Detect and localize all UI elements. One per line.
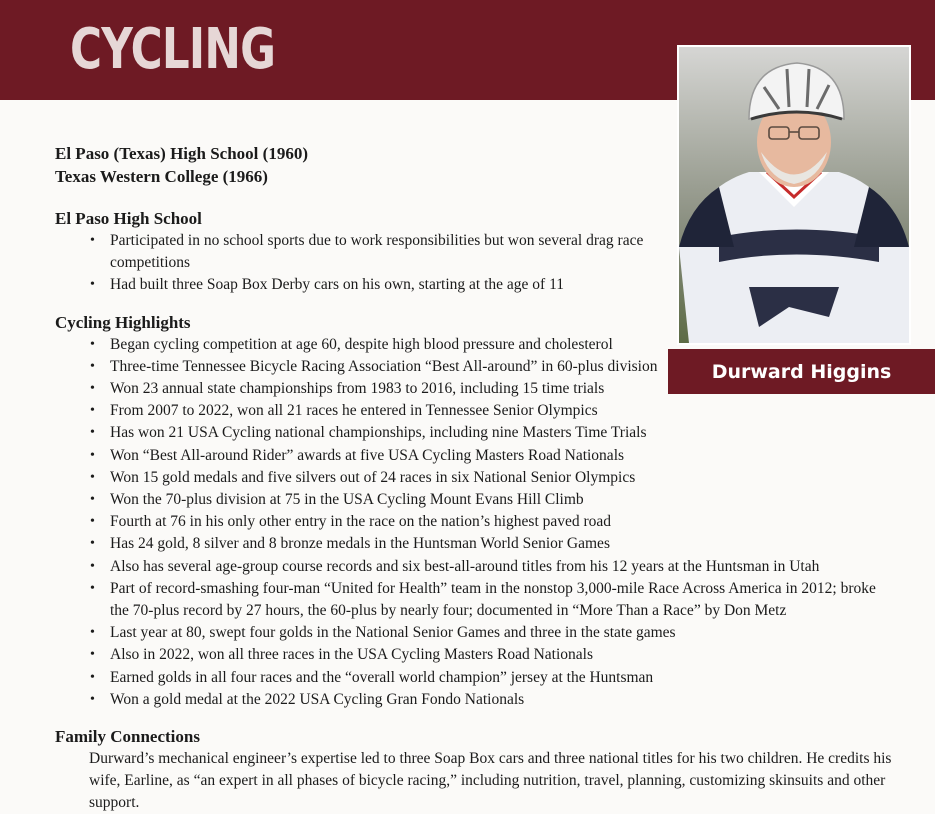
- list-item: • Won “Best All-around Rider” awards at five USA Cycling Masters Road Nationals: [90, 445, 885, 467]
- list-item: • From 2007 to 2022, won all 21 races he entered in Tennessee Senior Olympics: [90, 400, 885, 422]
- list-item: • Fourth at 76 in his only other entry in the race on the nation’s highest paved road: [90, 511, 885, 533]
- list-item: • Has won 21 USA Cycling national championships, including nine Masters Time Trials: [90, 422, 885, 444]
- list-item: • Earned golds in all four races and the “overall world champion” jersey at the Huntsman: [90, 667, 885, 689]
- list-item: • Won a gold medal at the 2022 USA Cycling Gran Fondo Nationals: [90, 689, 885, 711]
- list-item: • Began cycling competition at age 60, despite high blood pressure and cholesterol: [90, 334, 885, 356]
- list-item: • Also has several age-group course records and six best-all-around titles from his 12 years at the Huntsman in Utah: [90, 556, 885, 578]
- section-heading-high-school: El Paso High School: [55, 209, 202, 228]
- bio-content: [55, 142, 892, 814]
- list-item: • Has 24 gold, 8 silver and 8 bronze medals in the Huntsman World Senior Games: [90, 533, 885, 555]
- athlete-name: Durward Higgins: [711, 360, 892, 383]
- section-heading-family: Family Connections: [55, 727, 200, 747]
- list-item: • Three-time Tennessee Bicycle Racing Association “Best All-around” in 60-plus division: [90, 356, 885, 378]
- school-line: El Paso (Texas) High School (1960): [55, 144, 308, 163]
- list-item: • Also in 2022, won all three races in the USA Cycling Masters Road Nationals: [90, 644, 885, 666]
- family-paragraph: Durward’s mechanical engineer’s expertise led to three Soap Box cars and three national titles for his two children. He credits his wife, Earline, as “an expert in all phases of bicycle racing,” including nutrition, travel, planning, customizing skinsuits and other support.: [89, 750, 892, 812]
- cycling-highlights-list: [55, 334, 885, 711]
- page-title: CYCLING: [70, 17, 276, 82]
- list-item: • Participated in no school sports due to work responsibilities but won several drag race competitions: [90, 230, 650, 274]
- high-school-list: [55, 230, 885, 297]
- list-item: • Last year at 80, swept four golds in the National Senior Games and three in the state games: [90, 622, 885, 644]
- list-item: • Won the 70-plus division at 75 in the USA Cycling Mount Evans Hill Climb: [90, 489, 885, 511]
- list-item: • Part of record-smashing four-man “United for Health” team in the nonstop 3,000-mile Race Across America in 2012; broke the 70-plus record by 27 hours, the 60-plus by nearly four; documented in “More Than a Race” by Don Metz: [90, 578, 885, 622]
- list-item: • Had built three Soap Box Derby cars on his own, starting at the age of 11: [90, 274, 885, 296]
- section-heading-cycling: Cycling Highlights: [55, 312, 191, 332]
- school-line: Texas Western College (1966): [55, 167, 268, 186]
- list-item: • Won 23 annual state championships from 1983 to 2016, including 15 time trials: [90, 378, 885, 400]
- list-item: • Won 15 gold medals and five silvers out of 24 races in six National Senior Olympics: [90, 467, 885, 489]
